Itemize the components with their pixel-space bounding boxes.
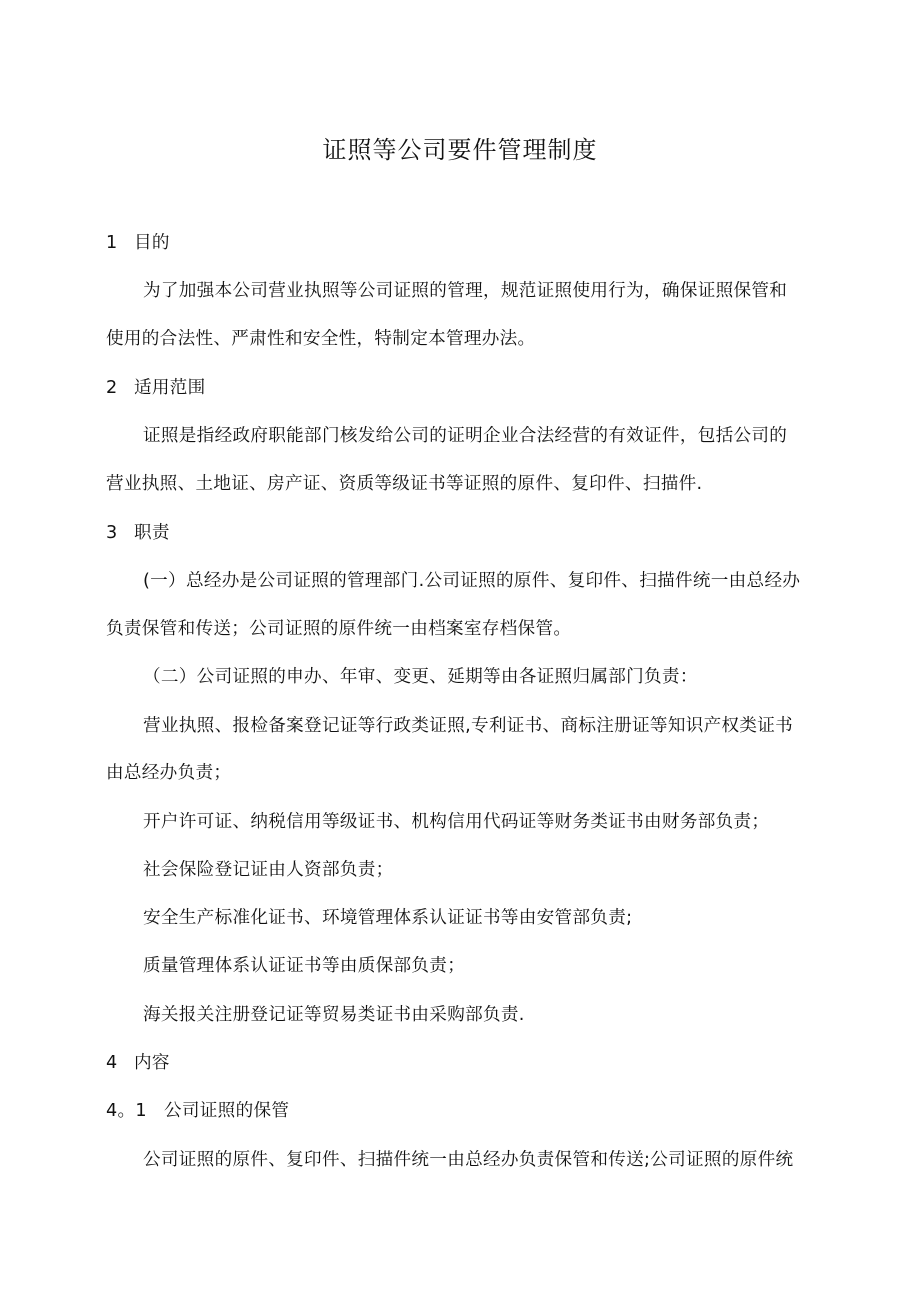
subsection-number: 4。1	[106, 1101, 147, 1121]
paragraph-line: 使用的合法性、严肃性和安全性，特制定本管理办法。	[106, 329, 536, 349]
section-number: 4	[106, 1053, 118, 1073]
section-title: 内容	[134, 1053, 170, 1073]
section-number: 2	[106, 378, 118, 398]
paragraph-line: 营业执照、土地证、房产证、资质等级证书等证照的原件、复印件、扫描件.	[106, 474, 703, 494]
paragraph-line: 营业执照、报检备案登记证等行政类证照,专利证书、商标注册证等知识产权类证书	[143, 716, 794, 736]
paragraph-line: 质量管理体系认证证书等由质保部负责；	[143, 956, 466, 976]
paragraph-line: 海关报关注册登记证等贸易类证书由采购部负责.	[143, 1005, 525, 1025]
section-heading-4	[106, 1050, 170, 1076]
section-number: 1	[106, 233, 118, 253]
paragraph-line: 证照是指经政府职能部门核发给公司的证明企业合法经营的有效证件，包括公司的	[143, 426, 788, 446]
paragraph-line: （二）公司证照的申办、年审、变更、延期等由各证照归属部门负责：	[143, 667, 698, 687]
section-heading-3	[106, 520, 170, 546]
document-title: 证照等公司要件管理制度	[322, 136, 598, 164]
paragraph-line: 公司证照的原件、复印件、扫描件统一由总经办负责保管和传送;公司证照的原件统	[143, 1150, 794, 1170]
section-heading-2	[106, 375, 206, 401]
paragraph-line: (一）总经办是公司证照的管理部门.公司证照的原件、复印件、扫描件统一由总经办	[143, 571, 801, 591]
section-heading-1	[106, 230, 170, 256]
paragraph-line: 由总经办负责；	[106, 763, 232, 783]
paragraph-line: 为了加强本公司营业执照等公司证照的管理，规范证照使用行为，确保证照保管和	[143, 281, 788, 301]
section-title: 职责	[134, 523, 170, 543]
subsection-title: 公司证照的保管	[164, 1101, 290, 1121]
section-title: 目的	[134, 233, 170, 253]
section-title: 适用范围	[134, 378, 206, 398]
subsection-heading-4-1	[106, 1098, 289, 1124]
paragraph-line: 社会保险登记证由人资部负责；	[143, 860, 394, 880]
paragraph-line: 安全生产标准化证书、环境管理体系认证证书等由安管部负责;	[143, 908, 633, 928]
paragraph-line: 开户许可证、纳税信用等级证书、机构信用代码证等财务类证书由财务部负责；	[143, 812, 770, 832]
section-number: 3	[106, 523, 118, 543]
paragraph-line: 负责保管和传送；公司证照的原件统一由档案室存档保管。	[106, 619, 572, 639]
